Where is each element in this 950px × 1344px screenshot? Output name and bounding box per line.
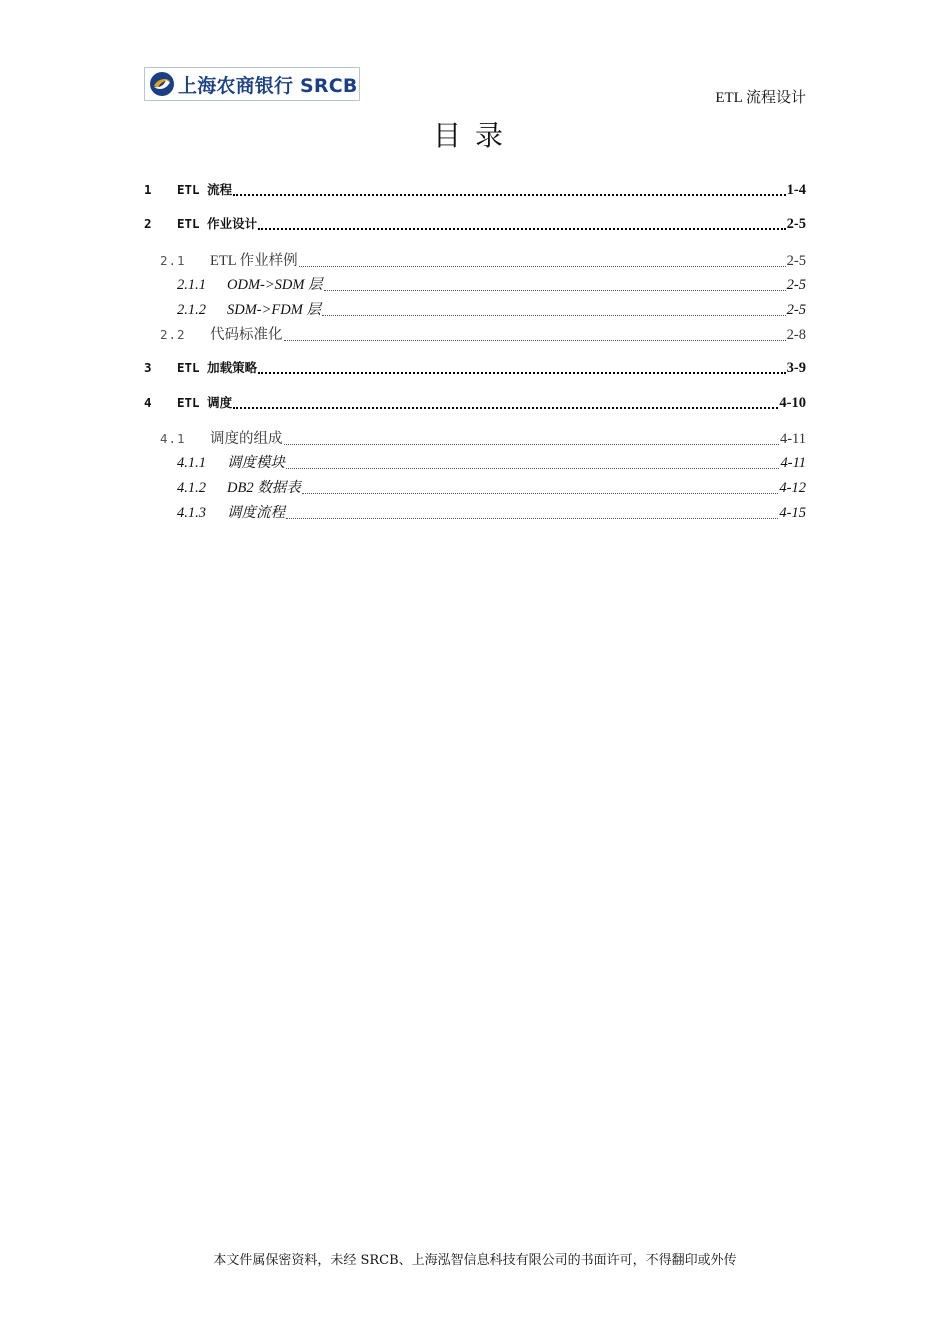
- toc-leader-dots: [258, 228, 786, 230]
- toc-entry-number: 1: [144, 182, 152, 197]
- toc-entry-page: 2-5: [786, 253, 806, 269]
- toc-entry-label: ETL 加载策略: [177, 360, 258, 375]
- toc-leader-dots: [258, 372, 786, 374]
- toc-leader-dots: [324, 290, 786, 291]
- toc-entry-label: DB2 数据表: [227, 480, 301, 496]
- toc-leader-dots: [302, 493, 779, 494]
- toc-entry-page: 4-10: [779, 395, 806, 411]
- toc-leader-dots: [286, 468, 779, 469]
- toc-entry-page: 4-15: [779, 505, 806, 521]
- toc-entry-number: 2.2: [160, 327, 186, 342]
- toc-entry-number: 2.1.1: [177, 277, 206, 293]
- toc-title: 目录: [432, 119, 517, 152]
- toc-entry-label: 调度的组成: [210, 431, 283, 447]
- toc-entry[interactable]: [144, 273, 806, 294]
- toc-entry-label: ETL 作业样例: [210, 253, 298, 269]
- toc-entry-page: 4-11: [779, 431, 806, 447]
- toc-entry-page: 3-9: [786, 360, 806, 376]
- toc-entry-label: ETL 作业设计: [177, 216, 258, 231]
- toc-entry[interactable]: [144, 451, 806, 472]
- toc-entry[interactable]: [144, 214, 806, 233]
- toc-entry[interactable]: [144, 180, 806, 199]
- toc-entry-number: 4.1.3: [177, 505, 206, 521]
- toc-entry[interactable]: [144, 476, 806, 497]
- document-header-title: ETL 流程设计: [715, 90, 806, 106]
- company-logo: [144, 67, 360, 101]
- toc-entry-label: SDM->FDM 层: [227, 302, 321, 318]
- toc-entry[interactable]: [144, 298, 806, 319]
- toc-leader-dots: [233, 407, 778, 409]
- toc-entry-label: ETL 流程: [177, 182, 233, 197]
- toc-leader-dots: [322, 315, 786, 316]
- toc-entry-page: 4-12: [779, 480, 806, 496]
- toc-leader-dots: [299, 266, 786, 267]
- toc-entry-page: 2-5: [786, 277, 806, 293]
- logo-text: 上海农商银行 SRCB: [178, 74, 358, 97]
- toc-entry[interactable]: [144, 323, 806, 344]
- toc-entry-number: 4.1.2: [177, 480, 206, 496]
- toc-entry-label: 代码标准化: [210, 327, 283, 343]
- toc-entry-page: 2-5: [786, 302, 806, 318]
- toc-leader-dots: [233, 194, 786, 196]
- toc-entry[interactable]: [144, 501, 806, 522]
- toc-entry-number: 3: [144, 360, 152, 375]
- toc-entry[interactable]: [144, 427, 806, 448]
- toc-leader-dots: [284, 444, 779, 445]
- toc-entry-page: 4-11: [780, 455, 806, 471]
- toc-entry-page: 2-5: [786, 216, 806, 232]
- toc-entry-number: 2: [144, 216, 152, 231]
- srcb-emblem-icon: [149, 71, 175, 97]
- toc-entry-number: 2.1.2: [177, 302, 206, 318]
- toc-entry-number: 2.1: [160, 253, 186, 268]
- toc-entry[interactable]: [144, 393, 806, 412]
- toc-entry[interactable]: [144, 358, 806, 377]
- toc-entry-label: 调度模块: [227, 455, 285, 471]
- confidentiality-footer: 本文件属保密资料，未经 SRCB、上海泓智信息科技有限公司的书面许可，不得翻印或外传: [213, 1253, 737, 1268]
- toc-leader-dots: [284, 340, 786, 341]
- toc-entry-label: ODM->SDM 层: [227, 277, 323, 293]
- toc-entry-page: 2-8: [786, 327, 806, 343]
- toc-entry-number: 4.1.1: [177, 455, 206, 471]
- toc-entry-number: 4: [144, 395, 152, 410]
- toc-entry-label: 调度流程: [227, 505, 285, 521]
- toc-entry-label: ETL 调度: [177, 395, 233, 410]
- toc-entry-page: 1-4: [786, 182, 806, 198]
- toc-entry[interactable]: [144, 249, 806, 270]
- toc-entry-number: 4.1: [160, 431, 186, 446]
- toc-leader-dots: [286, 518, 778, 519]
